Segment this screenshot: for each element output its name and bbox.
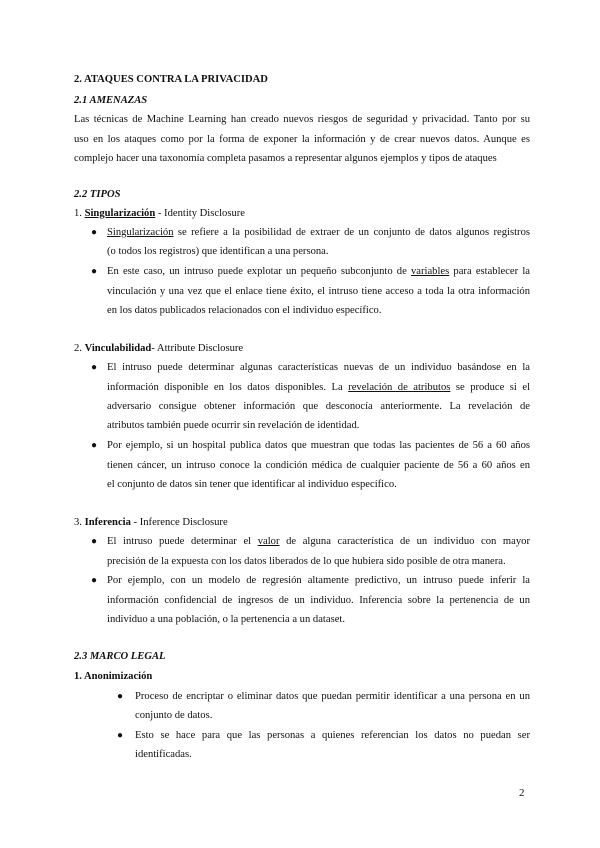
bullet-line: el conjunto de datos sin tener que identificar al individuo específico. <box>107 479 397 490</box>
tipo-number: 2. <box>74 343 85 354</box>
bullet-line <box>107 265 530 279</box>
tipo-name: Vinculabilidad <box>84 343 152 354</box>
section-title: 2. ATAQUES CONTRA LA PRIVACIDAD <box>74 74 268 85</box>
bullet-icon: ● <box>91 440 98 451</box>
tipo-name: Inferencia <box>84 517 131 528</box>
tipo-heading <box>74 207 530 221</box>
bullet-icon: ● <box>117 691 124 702</box>
paragraph-line: complejo hacer una taxonomía completa pasamos a representar algunos ejemplos y tipos de ataques <box>74 153 497 164</box>
bullet-text: información disponible en los datos disponibles. La <box>107 382 349 393</box>
bullet-line <box>107 226 530 240</box>
bullet-line <box>107 535 530 549</box>
bullet-text: para establecer la <box>449 266 530 277</box>
bullet-line: en los datos publicados relacionados con el individuo específico. <box>107 305 382 316</box>
legal-item-title: 1. Anonimización <box>74 671 153 682</box>
subsection-title-amenazas: 2.1 AMENAZAS <box>74 95 148 106</box>
bullet-icon: ● <box>117 730 124 741</box>
bullet-line <box>107 381 530 395</box>
underlined-term: revelación de atributos <box>348 382 451 393</box>
bullet-text: se produce si el <box>450 382 531 393</box>
underlined-term: Singularización <box>107 227 174 238</box>
bullet-line: El intruso puede determinar algunas características nuevas de un individuo basándose en la <box>107 362 530 373</box>
bullet-line: individuo a una población, o la pertenencia a un dataset. <box>107 614 345 625</box>
tipo-subtitle: - Inference Disclosure <box>130 517 228 528</box>
bullet-text: En este caso, un intruso puede explotar un pequeño subconjunto de <box>107 266 411 277</box>
bullet-text: se refiere a la posibilidad de extraer de un conjunto de datos algunos registros <box>173 227 530 238</box>
bullet-line: Proceso de encriptar o eliminar datos que puedan permitir identificar a una persona en un <box>135 691 530 702</box>
bullet-icon: ● <box>91 266 98 277</box>
tipo-number: 3. <box>74 517 85 528</box>
bullet-line: información confidencial de ingresos de un individuo. Inferencia sobre la pertenencia de un <box>107 595 530 606</box>
bullet-line: Esto se hace para que las personas a quienes referencian los datos no puedan ser <box>135 730 530 741</box>
bullet-line: identificadas. <box>135 749 192 760</box>
underlined-term: valor <box>257 536 280 547</box>
bullet-icon: ● <box>91 362 98 373</box>
bullet-text: El intruso puede determinar el <box>107 536 258 547</box>
bullet-icon: ● <box>91 227 98 238</box>
bullet-line: (o todos los registros) que identifican a una persona. <box>107 246 329 257</box>
paragraph-line: Las técnicas de Machine Learning han creado nuevos riesgos de seguridad y privacidad. Tanto por su <box>74 114 530 125</box>
tipo-subtitle: - Identity Disclosure <box>155 208 245 219</box>
paragraph-line: uso en los ataques como por la forma de exponer la información y de crear nuevos datos. Aunque es <box>74 134 530 145</box>
tipo-name: Singularización <box>84 208 156 219</box>
bullet-line: tienen cáncer, un intruso conoce la condición médica de cualquier paciente de 56 a 60 años en <box>107 460 530 471</box>
bullet-line: atributos también puede ocurrir sin revelación de identidad. <box>107 420 360 431</box>
tipo-heading <box>74 516 530 530</box>
bullet-icon: ● <box>91 575 98 586</box>
bullet-line: vinculación y una vez que el enlace tiene éxito, el intruso tiene acceso a toda la otra información <box>107 286 530 297</box>
underlined-term: variables <box>410 266 450 277</box>
bullet-line: precisión de la expuesta con los datos liberados de lo que hubiera sido posible de otra manera. <box>107 556 506 567</box>
bullet-line: Por ejemplo, si un hospital publica datos que muestran que todas las pacientes de 56 a 60 años <box>107 440 530 451</box>
bullet-icon: ● <box>91 536 98 547</box>
subsection-title-marco-legal: 2.3 MARCO LEGAL <box>74 651 166 662</box>
bullet-text: de alguna característica de un individuo con mayor <box>279 536 530 547</box>
bullet-line: conjunto de datos. <box>135 710 213 721</box>
tipo-number: 1. <box>74 208 85 219</box>
page-number: 2 <box>519 787 525 799</box>
bullet-line: Por ejemplo, con un modelo de regresión altamente predictivo, un intruso puede inferir la <box>107 575 530 586</box>
subsection-title-tipos: 2.2 TIPOS <box>74 189 121 200</box>
tipo-subtitle: - Attribute Disclosure <box>151 343 244 354</box>
bullet-line: adversario consigue obtener información que desconocía anteriormente. La revelación de <box>107 401 530 412</box>
tipo-heading <box>74 342 530 356</box>
